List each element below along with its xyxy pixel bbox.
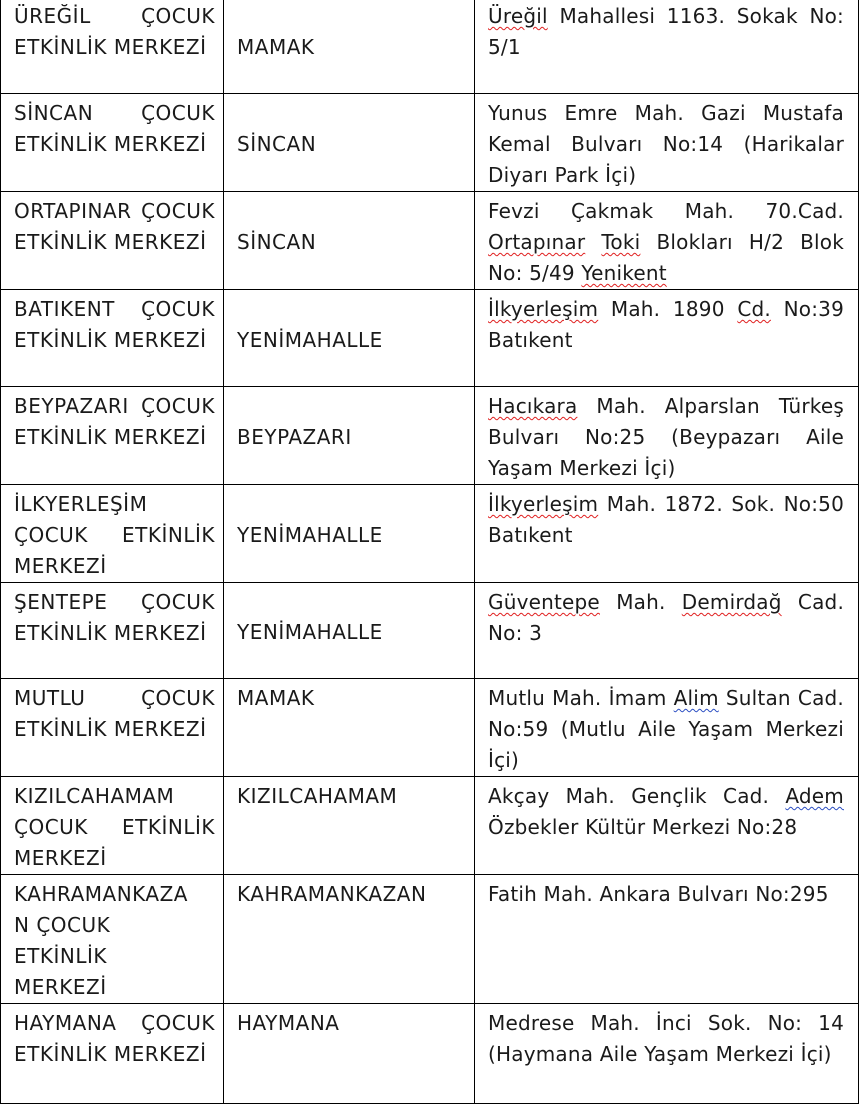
center-name-cell [1, 1004, 224, 1104]
spellcheck-flagged-word: Cd. [737, 297, 771, 321]
center-name: HAYMANA ÇOCUK ETKİNLİK MERKEZİ [14, 1011, 215, 1066]
address-cell [475, 0, 859, 94]
spellcheck-flagged-word: Demirdağ [681, 590, 782, 614]
center-name: ŞENTEPE ÇOCUK ETKİNLİK MERKEZİ [14, 590, 215, 645]
district-name: YENİMAHALLE [237, 523, 383, 547]
address-cell [475, 679, 859, 777]
district-name: HAYMANA [237, 1011, 340, 1035]
district-cell [224, 485, 475, 583]
center-name-cell [1, 387, 224, 485]
district-name: MAMAK [237, 686, 315, 710]
address-cell [475, 583, 859, 679]
address-cell [475, 387, 859, 485]
district-cell [224, 94, 475, 192]
table-body [1, 0, 859, 1104]
address-cell [475, 1004, 859, 1104]
center-name: ÜREĞİL ÇOCUK ETKİNLİK MERKEZİ [14, 4, 215, 59]
table-row [1, 192, 859, 290]
address-text: Blokları H/2 Blok No: 5/49 [488, 230, 844, 285]
address-text: Mahallesi 1163. Sokak No: 5/1 [488, 4, 844, 59]
table-row [1, 583, 859, 679]
center-name: BEYPAZARI ÇOCUK ETKİNLİK MERKEZİ [14, 394, 215, 449]
address-text: Fatih Mah. Ankara Bulvarı No:295 [488, 882, 829, 906]
table-row [1, 485, 859, 583]
center-name-cell [1, 777, 224, 875]
center-name: BATIKENT ÇOCUK ETKİNLİK MERKEZİ [14, 297, 215, 352]
spellcheck-flagged-word: Güventepe [488, 590, 600, 614]
district-cell [224, 1004, 475, 1104]
table-row [1, 777, 859, 875]
address-text: Mah. 1890 [598, 297, 738, 321]
center-name-cell [1, 485, 224, 583]
table-row [1, 290, 859, 387]
district-cell [224, 387, 475, 485]
address-cell [475, 192, 859, 290]
spellcheck-flagged-word: Üreğil [488, 4, 548, 28]
district-cell [224, 583, 475, 679]
address-text: Cad. No: 3 [488, 590, 844, 645]
center-name-cell [1, 94, 224, 192]
address-text: No:39 Batıkent [488, 297, 845, 352]
center-name-cell [1, 290, 224, 387]
spellcheck-flagged-word: Yenikent [581, 261, 667, 285]
district-name: MAMAK [237, 34, 315, 59]
table-row [1, 387, 859, 485]
address-text: Mah. [599, 590, 682, 614]
address-cell [475, 290, 859, 387]
address-cell [475, 94, 859, 192]
district-cell [224, 290, 475, 387]
address-text [585, 230, 601, 254]
district-name: SİNCAN [237, 132, 317, 156]
address-text: Medrese Mah. İnci Sok. No: 14 (Haymana Aile Yaşam Merkezi İçi) [488, 1011, 844, 1066]
table-row [1, 875, 859, 1004]
address-text: Mah. 1872. Sok. No:50 Batıkent [488, 492, 844, 547]
center-name: KIZILCAHAMAM ÇOCUK ETKİNLİK MERKEZİ [14, 784, 215, 870]
address-text: Fevzi Çakmak Mah. 70.Cad. [488, 199, 844, 223]
district-name: SİNCAN [237, 230, 317, 254]
district-cell [224, 875, 475, 1004]
district-cell [224, 0, 475, 94]
district-name: YENİMAHALLE [237, 327, 383, 352]
address-text: Mah. Alparslan Türkeş Bulvarı No:25 (Beypazarı Aile Yaşam Merkezi İçi) [488, 394, 844, 480]
spellcheck-flagged-word: İlkyerleşim [488, 297, 599, 321]
district-name: KAHRAMANKAZAN [237, 882, 427, 906]
address-text: Özbekler Kültür Merkezi No:28 [488, 815, 798, 839]
table-row [1, 94, 859, 192]
center-name: KAHRAMANKAZA N ÇOCUK ETKİNLİK MERKEZİ [14, 882, 188, 999]
district-name: YENİMAHALLE [237, 620, 383, 644]
center-name-cell [1, 679, 224, 777]
table-row [1, 679, 859, 777]
spellcheck-flagged-word: Adem [785, 784, 844, 808]
address-text: Yunus Emre Mah. Gazi Mustafa Kemal Bulvarı No:14 (Harikalar Diyarı Park İçi) [488, 101, 844, 187]
spellcheck-flagged-word: İlkyerleşim [488, 492, 599, 516]
district-name: BEYPAZARI [237, 425, 352, 449]
center-name-cell [1, 583, 224, 679]
address-cell [475, 777, 859, 875]
table-row [1, 0, 859, 94]
spellcheck-flagged-word: Ortapınar [488, 230, 586, 254]
spellcheck-flagged-word: Alim [673, 686, 719, 710]
address-text: Mutlu Mah. İmam [488, 686, 674, 710]
center-name-cell [1, 0, 224, 94]
center-name: SİNCAN ÇOCUK ETKİNLİK MERKEZİ [14, 101, 215, 156]
center-name: MUTLU ÇOCUK ETKİNLİK MERKEZİ [14, 686, 215, 741]
center-name-cell [1, 875, 224, 1004]
spellcheck-flagged-word: Hacıkara [488, 394, 578, 418]
center-name: İLKYERLEŞİM ÇOCUK ETKİNLİK MERKEZİ [14, 492, 215, 578]
address-cell [475, 485, 859, 583]
spellcheck-flagged-word: Toki [601, 230, 641, 254]
center-name: ORTAPINAR ÇOCUK ETKİNLİK MERKEZİ [14, 199, 215, 254]
district-cell [224, 679, 475, 777]
district-cell [224, 777, 475, 875]
address-text: Akçay Mah. Gençlik Cad. [488, 784, 786, 808]
district-cell [224, 192, 475, 290]
center-name-cell [1, 192, 224, 290]
address-text: Sultan Cad. No:59 (Mutlu Aile Yaşam Merkezi İçi) [488, 686, 844, 772]
table-row [1, 1004, 859, 1104]
address-cell [475, 875, 859, 1004]
district-name: KIZILCAHAMAM [237, 784, 398, 808]
